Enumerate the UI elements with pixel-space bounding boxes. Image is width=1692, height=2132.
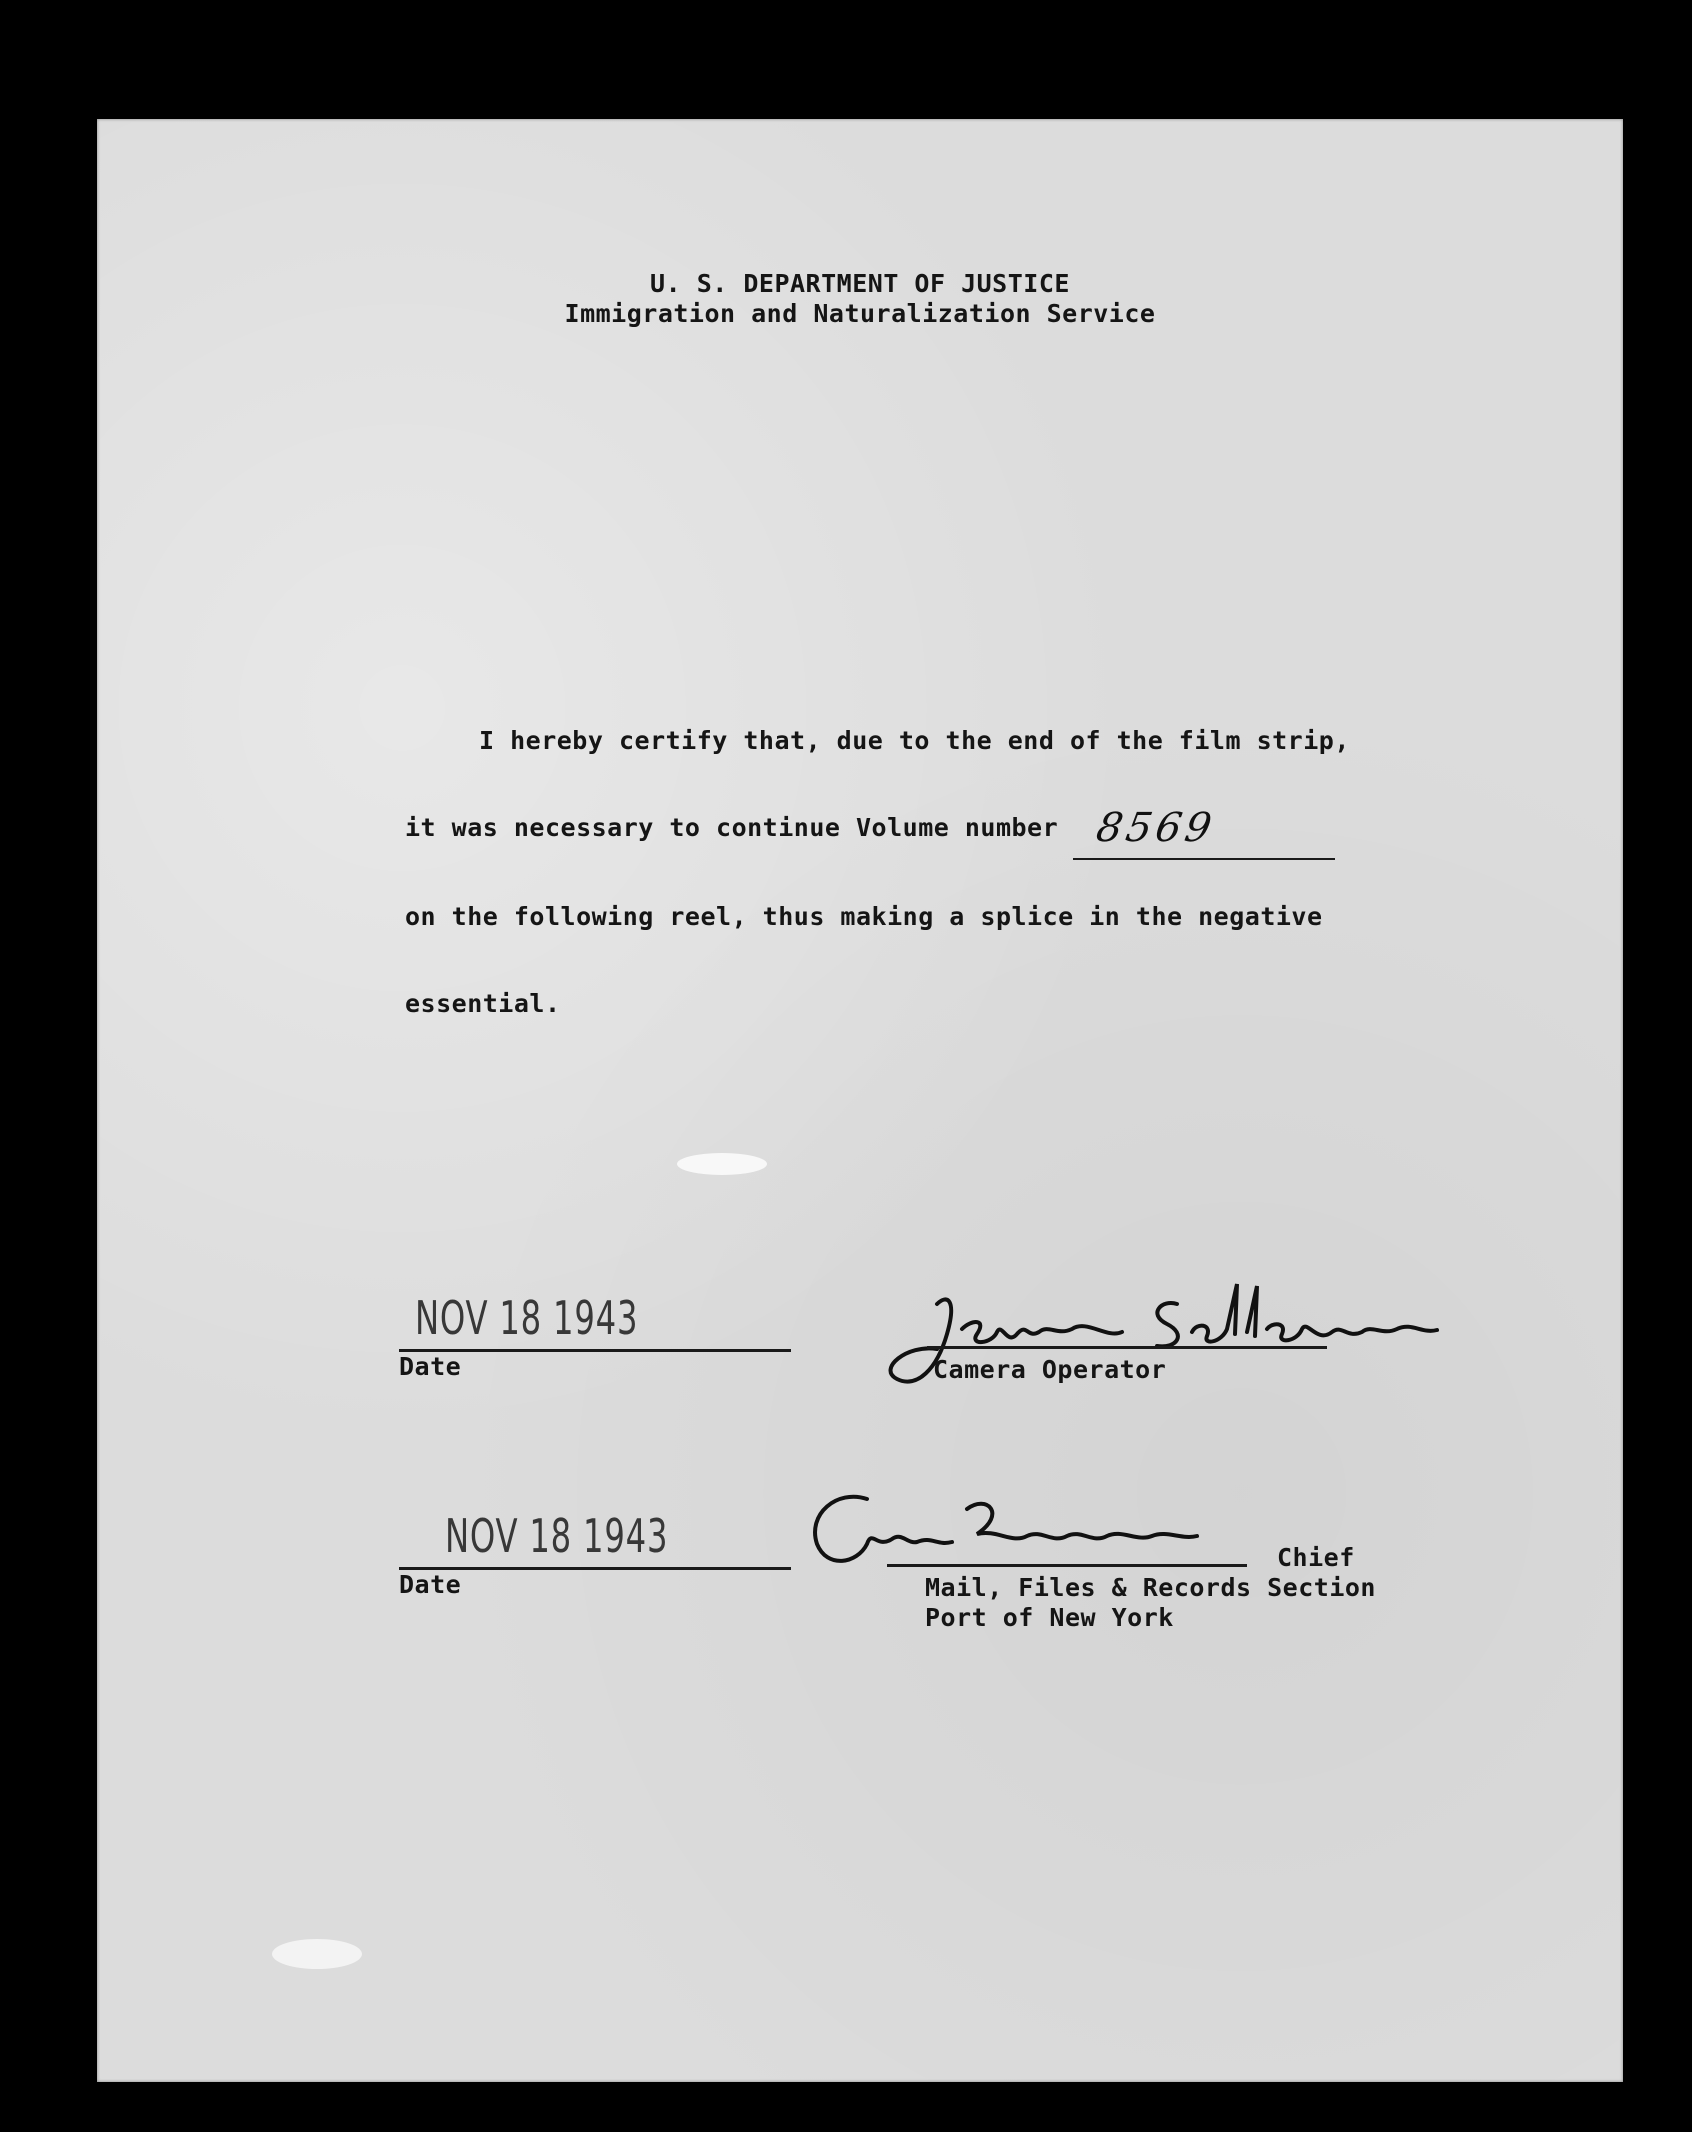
department-heading: U. S. DEPARTMENT OF JUSTICE — [650, 269, 1070, 298]
document-page — [97, 119, 1623, 2082]
chief-signature-line — [887, 1564, 1247, 1567]
camera-operator-date-label: Date — [399, 1352, 462, 1381]
film-blemish — [272, 1939, 362, 1969]
volume-number-handwritten: 8569 — [1092, 805, 1219, 851]
certificate-line-4: essential. — [405, 989, 561, 1018]
chief-date-stamp: NOV 18 1943 — [445, 1509, 669, 1563]
certificate-line-2-prefix: it was necessary to continue Volume number — [405, 813, 1059, 842]
camera-operator-signature-line — [927, 1346, 1327, 1349]
camera-operator-date-stamp: NOV 18 1943 — [415, 1291, 639, 1345]
camera-operator-label: Camera Operator — [933, 1355, 1167, 1384]
chief-location-label: Port of New York — [925, 1603, 1174, 1632]
certificate-line-3: on the following reel, thus making a splice in the negative — [405, 902, 1323, 931]
service-heading: Immigration and Naturalization Service — [564, 299, 1156, 328]
chief-section-label: Mail, Files & Records Section — [925, 1573, 1376, 1602]
chief-date-label: Date — [399, 1570, 462, 1599]
chief-title-label: Chief — [1277, 1543, 1355, 1572]
volume-number-blank-line — [1073, 858, 1335, 860]
certificate-line-1: I hereby certify that, due to the end of the film strip, — [479, 726, 1350, 755]
film-blemish — [677, 1153, 767, 1175]
chief-signature — [797, 1474, 1357, 1584]
